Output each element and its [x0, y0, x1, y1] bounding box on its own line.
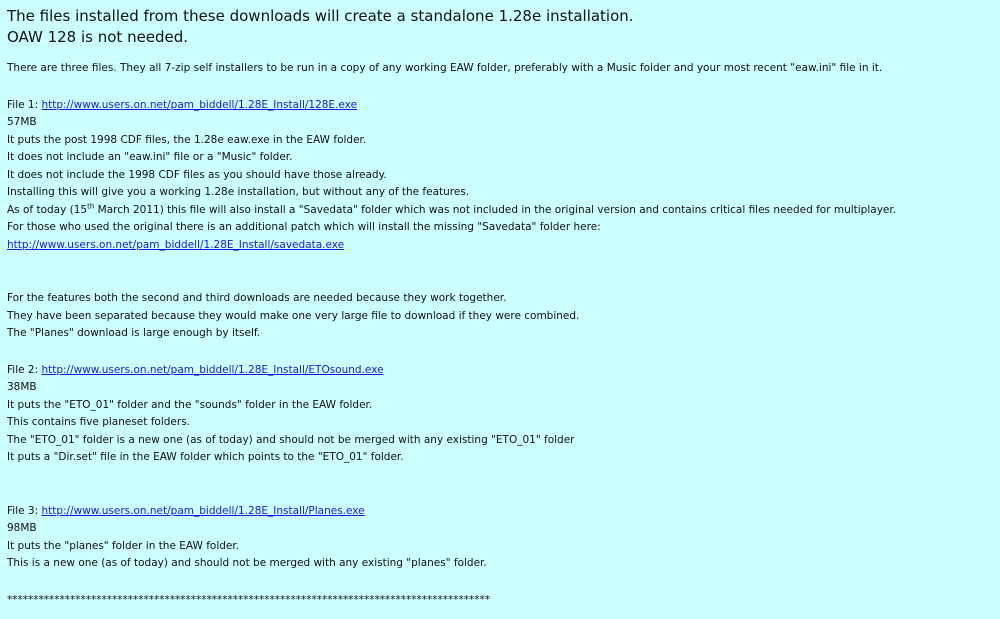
features-section [7, 290, 993, 343]
date-prefix: As of today (15 [7, 203, 88, 216]
heading-line-2: OAW 128 is not needed. [7, 28, 189, 46]
file-3-link[interactable]: http://www.users.on.net/pam_biddell/1.28E_Install/Planes.exe [41, 504, 365, 517]
file-1-size: 57MB [7, 116, 37, 128]
file-1-section [7, 97, 993, 255]
file-1-patch-link-line [7, 237, 993, 255]
file-1-line [7, 97, 993, 115]
date-suffix: March 2011) this file will also install a "Savedata" folder which was not included in the original version and contains critical files needed for multiplayer. [94, 203, 897, 216]
file-2-desc-2: This contains five planeset folders. [7, 416, 191, 428]
asterisk-divider: ******************************************************************************************** [7, 593, 490, 606]
file-2-desc-4: It puts a "Dir.set" file in the EAW folder which points to the "ETO_01" folder. [7, 451, 404, 463]
file-2-size: 38MB [7, 381, 37, 393]
file-1-desc-4: Installing this will give you a working 1.28e installation, but without any of the features. [7, 186, 470, 198]
file-1-date-line [7, 202, 993, 220]
date-superscript: th [87, 202, 95, 210]
file-3-line [7, 503, 993, 521]
features-line-2: They have been separated because they would make one very large file to download if they were combined. [7, 309, 580, 322]
file-3-size: 98MB [7, 522, 37, 534]
features-line-3: The "Planes" download is large enough by itself. [7, 327, 261, 339]
file-2-section [7, 362, 993, 467]
intro-text: There are three files. They all 7-zip self installers to be run in a copy of any working EAW folder, preferably with a Music folder and your most recent "eaw.ini" file in it. [7, 62, 883, 74]
file-2-desc-3: The "ETO_01" folder is a new one (as of today) and should not be merged with any existing "ETO_01" folder [7, 433, 575, 446]
file-1-desc-3: It does not include the 1998 CDF files as you should have those already. [7, 168, 387, 181]
file-1-desc-2: It does not include an "eaw.ini" file or a "Music" folder. [7, 151, 293, 163]
file-3-label: File 3: [7, 504, 42, 517]
file-3-section [7, 503, 993, 573]
file-1-patch-line: For those who used the original there is an additional patch which will install the missing "Savedata" folder here: [7, 221, 601, 233]
file-1-desc-1: It puts the post 1998 CDF files, the 1.28e eaw.exe in the EAW folder. [7, 133, 367, 146]
file-2-desc-1: It puts the "ETO_01" folder and the "sounds" folder in the EAW folder. [7, 398, 373, 411]
file-2-label: File 2: [7, 363, 42, 376]
file-1-link[interactable]: http://www.users.on.net/pam_biddell/1.28E_Install/128E.exe [41, 98, 358, 111]
heading-line-1: The files installed from these downloads will create a standalone 1.28e installation. [7, 7, 634, 25]
file-3-desc-2: This is a new one (as of today) and should not be merged with any existing "planes" folder. [7, 557, 487, 569]
file-1-label: File 1: [7, 98, 42, 111]
savedata-patch-link[interactable]: http://www.users.on.net/pam_biddell/1.28E_Install/savedata.exe [7, 238, 345, 251]
file-2-line [7, 362, 993, 380]
file-3-desc-1: It puts the "planes" folder in the EAW folder. [7, 539, 240, 552]
file-2-link[interactable]: http://www.users.on.net/pam_biddell/1.28E_Install/ETOsound.exe [41, 363, 384, 376]
document-body [7, 6, 993, 609]
features-line-1: For the features both the second and third downloads are needed because they work together. [7, 292, 507, 304]
